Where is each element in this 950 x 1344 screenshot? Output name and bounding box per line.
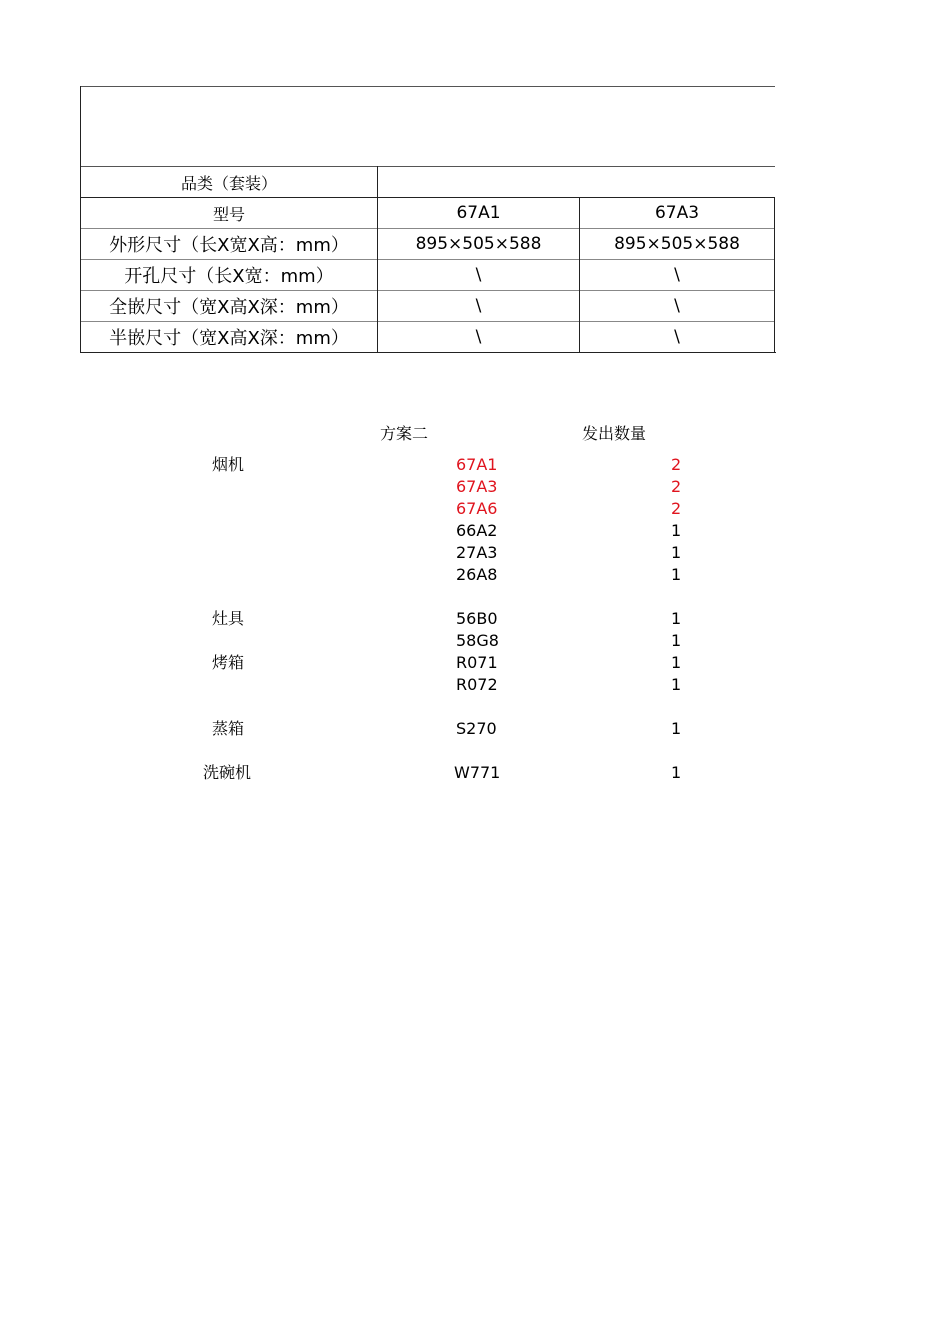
full-embed-size-cell: \ xyxy=(674,296,680,316)
model-item: 58G8 xyxy=(456,631,499,650)
model-item: 67A3 xyxy=(456,477,498,496)
model-item: 67A1 xyxy=(456,455,498,474)
table-title xyxy=(81,87,775,166)
category-label: 烤箱 xyxy=(212,653,245,672)
qty-item: 1 xyxy=(671,763,682,782)
model-item: 56B0 xyxy=(456,609,498,628)
model-item: R071 xyxy=(456,653,498,672)
row-label-half-embed-size: 半嵌尺寸（宽X高X深：mm） xyxy=(109,328,349,349)
qty-item: 1 xyxy=(671,675,682,694)
half-embed-size-cell: \ xyxy=(475,327,482,347)
qty-item: 1 xyxy=(671,565,682,584)
table-border-bottom xyxy=(80,352,776,353)
model-item: W771 xyxy=(454,763,501,782)
category-label: 品类（套装） xyxy=(180,173,277,193)
model-item: S270 xyxy=(456,719,497,738)
qty-item: 2 xyxy=(671,455,682,474)
full-embed-size-cell: \ xyxy=(475,296,482,316)
model-item: R072 xyxy=(456,675,498,694)
model-item: 27A3 xyxy=(456,543,498,562)
row-label-cutout-size: 开孔尺寸（长X宽：mm） xyxy=(124,266,334,287)
outer-size-cell: 895×505×588 xyxy=(614,234,740,254)
half-embed-size-cell: \ xyxy=(674,327,680,347)
category-value xyxy=(378,167,774,197)
row-label-model: 型号 xyxy=(212,204,245,224)
row-label-full-embed-size: 全嵌尺寸（宽X高X深：mm） xyxy=(109,297,349,318)
category-label: 灶具 xyxy=(212,609,245,628)
model-item: 26A8 xyxy=(456,565,498,584)
cutout-size-cell: \ xyxy=(475,265,482,285)
category-label: 洗碗机 xyxy=(203,763,252,782)
model-item: 66A2 xyxy=(456,521,498,540)
header-qty: 发出数量 xyxy=(582,424,647,443)
outer-size-cell: 895×505×588 xyxy=(415,234,542,254)
qty-item: 1 xyxy=(671,631,682,650)
qty-item: 2 xyxy=(671,499,682,518)
qty-item: 1 xyxy=(671,521,682,540)
category-label: 烟机 xyxy=(212,455,245,474)
row-label-outer-size: 外形尺寸（长X宽X高：mm） xyxy=(109,235,349,256)
model-cell: 67A3 xyxy=(654,203,700,223)
qty-item: 1 xyxy=(671,543,682,562)
qty-item: 1 xyxy=(671,719,682,738)
category-label: 蒸箱 xyxy=(212,719,245,738)
qty-item: 1 xyxy=(671,653,682,672)
qty-item: 1 xyxy=(671,609,682,628)
table-border-right xyxy=(774,197,775,353)
header-plan: 方案二 xyxy=(380,424,429,443)
model-cell: 67A1 xyxy=(456,203,501,223)
model-item: 67A6 xyxy=(456,499,498,518)
cutout-size-cell: \ xyxy=(674,265,680,285)
qty-item: 2 xyxy=(671,477,682,496)
